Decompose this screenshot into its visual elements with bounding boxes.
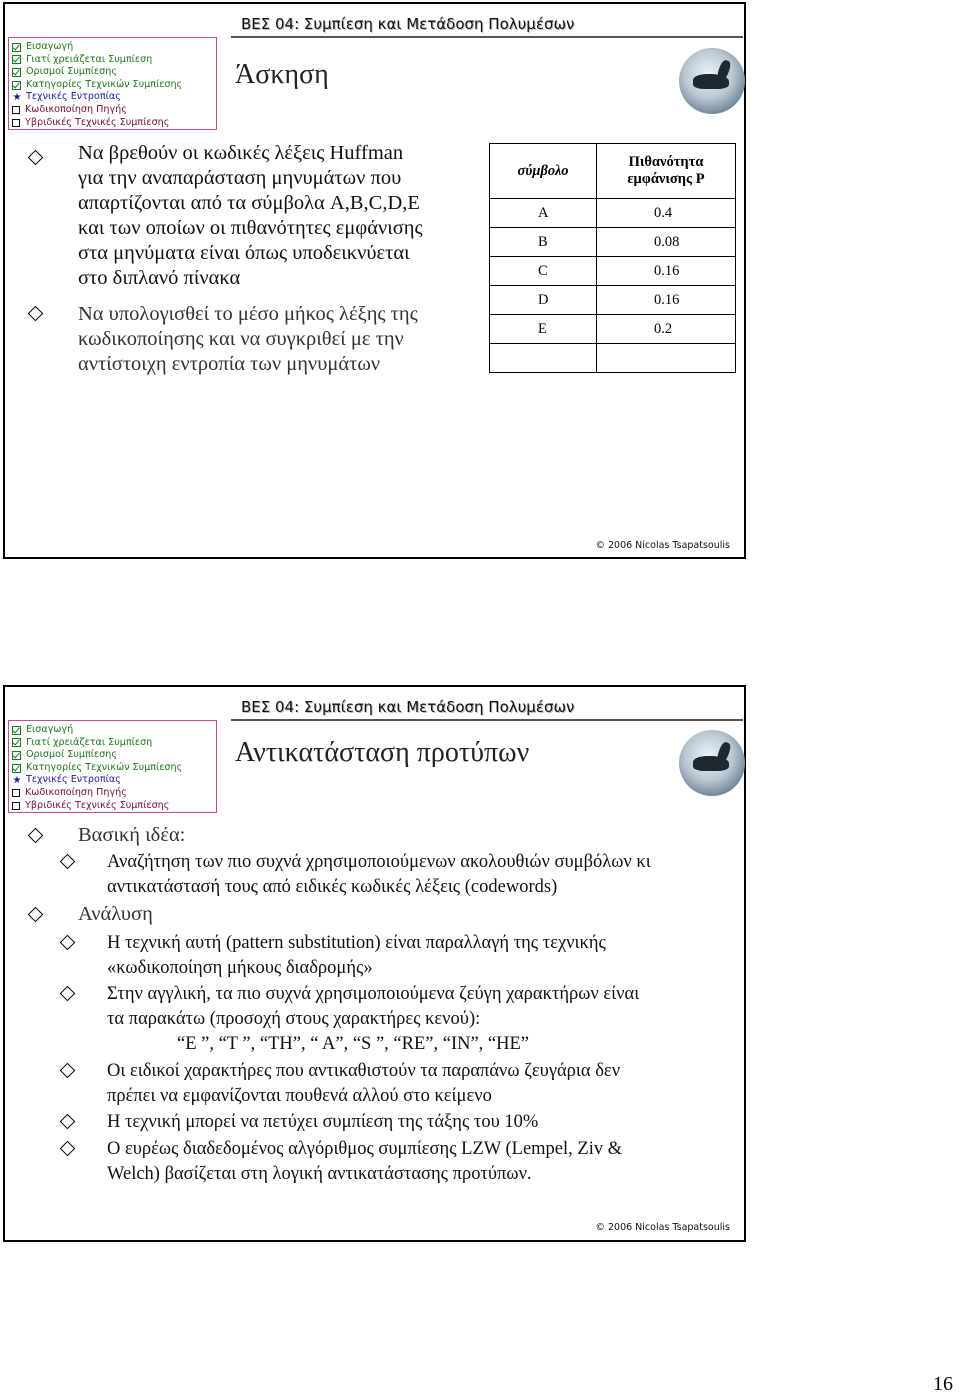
table-row: B 0.08 <box>490 228 736 257</box>
diamond-bullet-icon <box>60 935 76 951</box>
slide-2 <box>3 685 746 1242</box>
table-row <box>490 344 736 373</box>
empty-box-icon <box>12 106 20 114</box>
bullet-text-1: Να βρεθούν οι κωδικές λέξεις Huffman για την αναπαράσταση μηνυμάτων που απαρτίζονται από τα σύμβολα A,B,C,D,E και των οποίων οι πιθανότητες εμφάνισης στα μηνύματα είναι όπως υποδεικνύεται στο διπλανό πίνακα <box>78 142 423 289</box>
diamond-bullet-icon <box>60 1141 76 1157</box>
topic-nav <box>8 37 217 130</box>
diamond-bullet-icon <box>60 1114 76 1130</box>
bullet-text-2: Να υπολογισθεί το μέσο μήκος λέξης της κωδικοποίησης και να συγκριθεί με την αντίστοιχη εντροπία των μηνυμάτων <box>78 303 418 375</box>
nav-item-definitions[interactable]: Ορισμοί Συμπίεσης <box>12 749 216 762</box>
diamond-bullet-icon <box>28 907 44 923</box>
bullet-text: Οι ειδικοί χαρακτήρες που αντικαθιστούν τα παραπάνω ζευγάρια δεν πρέπει να εμφανίζονται πουθενά αλλού στο κείμενο <box>107 1061 621 1106</box>
slide-title: Αντικατάσταση προτύπων <box>235 737 530 768</box>
empty-box-icon <box>12 802 20 810</box>
probability-table <box>489 143 736 373</box>
diamond-bullet-icon <box>60 986 76 1002</box>
checkbox-icon <box>12 738 21 747</box>
diamond-bullet-icon <box>28 828 44 844</box>
diamond-bullet-icon <box>60 854 76 870</box>
header-divider <box>231 719 743 721</box>
table-row: D 0.16 <box>490 286 736 315</box>
empty-box-icon <box>12 789 20 797</box>
page-number: 16 <box>933 1373 953 1395</box>
bullet-text: Στην αγγλική, τα πιο συχνά χρησιμοποιούμενα ζεύγη χαρακτήρων είναι τα παρακάτω (προσοχή στους χαρακτήρες κενού): “E ”, “T ”, “TH”, “ A”, “S ”, “RE”, “IN”, “HE” <box>107 984 640 1054</box>
nav-item-why[interactable]: Γιατί χρειάζεται Συμπίεση <box>12 737 216 750</box>
section-heading-analysis: Ανάλυση <box>78 903 153 925</box>
copyright-footer: © 2006 Nicolas Tsapatsoulis <box>595 1222 730 1233</box>
bullet-text: Η τεχνική αυτή (pattern substitution) είναι παραλλαγή της τεχνικής «κωδικοποίηση μήκους διαδρομής» <box>107 933 606 978</box>
coin-logo-icon <box>679 730 745 796</box>
topic-nav <box>8 720 217 813</box>
checkbox-icon <box>12 81 21 90</box>
table-header-probability: Πιθανότητα εμφάνισης P <box>597 144 736 199</box>
diamond-bullet-icon <box>28 306 44 322</box>
nav-item-categories[interactable]: Κατηγορίες Τεχνικών Συμπίεσης <box>12 79 216 92</box>
empty-box-icon <box>12 119 20 127</box>
slide-title: Άσκηση <box>235 59 329 90</box>
course-header: ΒΕΣ 04: Συμπίεση και Μετάδοση Πολυμέσων <box>241 15 575 33</box>
checkbox-icon <box>12 68 21 77</box>
nav-item-source-coding[interactable]: Κωδικοποίηση Πηγής <box>12 104 216 117</box>
nav-item-intro[interactable]: Εισαγωγή <box>12 41 216 54</box>
star-icon: ★ <box>12 774 22 786</box>
bullet-text: Αναζήτηση των πιο συχνά χρησιμοποιούμενων ακολουθιών συμβόλων κι αντικατάστασή τους από ειδικές κωδικές λέξεις (codewords) <box>107 852 651 897</box>
table-row: E 0.2 <box>490 315 736 344</box>
nav-item-intro[interactable]: Εισαγωγή <box>12 724 216 737</box>
header-divider <box>231 36 743 38</box>
nav-item-hybrid[interactable]: Υβριδικές Τεχνικές Συμπίεσης <box>12 117 216 130</box>
diamond-bullet-icon <box>28 150 44 166</box>
checkbox-icon <box>12 55 21 64</box>
copyright-footer: © 2006 Nicolas Tsapatsoulis <box>595 540 730 551</box>
diamond-bullet-icon <box>60 1063 76 1079</box>
table-row: A 0.4 <box>490 199 736 228</box>
checkbox-icon <box>12 43 21 52</box>
bullet-text: Ο ευρέως διαδεδομένος αλγόριθμος συμπίεσης LZW (Lempel, Ziv & Welch) βασίζεται στη λογική αντικατάστασης προτύπων. <box>107 1139 623 1184</box>
nav-item-entropy[interactable]: ★ Τεχνικές Εντροπίας <box>12 774 121 786</box>
checkbox-icon <box>12 726 21 735</box>
nav-item-why[interactable]: Γιατί χρειάζεται Συμπίεση <box>12 54 216 67</box>
star-icon: ★ <box>12 91 22 103</box>
checkbox-icon <box>12 751 21 760</box>
nav-item-definitions[interactable]: Ορισμοί Συμπίεσης <box>12 66 216 79</box>
checkbox-icon <box>12 764 21 773</box>
nav-item-entropy[interactable]: ★ Τεχνικές Εντροπίας <box>12 91 121 103</box>
nav-item-source-coding[interactable]: Κωδικοποίηση Πηγής <box>12 787 216 800</box>
coin-logo-icon <box>679 48 745 114</box>
course-header: ΒΕΣ 04: Συμπίεση και Μετάδοση Πολυμέσων <box>241 698 575 716</box>
slide-1 <box>3 2 746 559</box>
table-header-symbol: σύμβολο <box>490 144 597 199</box>
nav-item-hybrid[interactable]: Υβριδικές Τεχνικές Συμπίεσης <box>12 800 216 813</box>
table-row: C 0.16 <box>490 257 736 286</box>
section-heading-basic-idea: Βασική ιδέα: <box>78 824 186 846</box>
nav-item-categories[interactable]: Κατηγορίες Τεχνικών Συμπίεσης <box>12 762 216 775</box>
bullet-text: Η τεχνική μπορεί να πετύχει συμπίεση της τάξης του 10% <box>107 1112 539 1132</box>
